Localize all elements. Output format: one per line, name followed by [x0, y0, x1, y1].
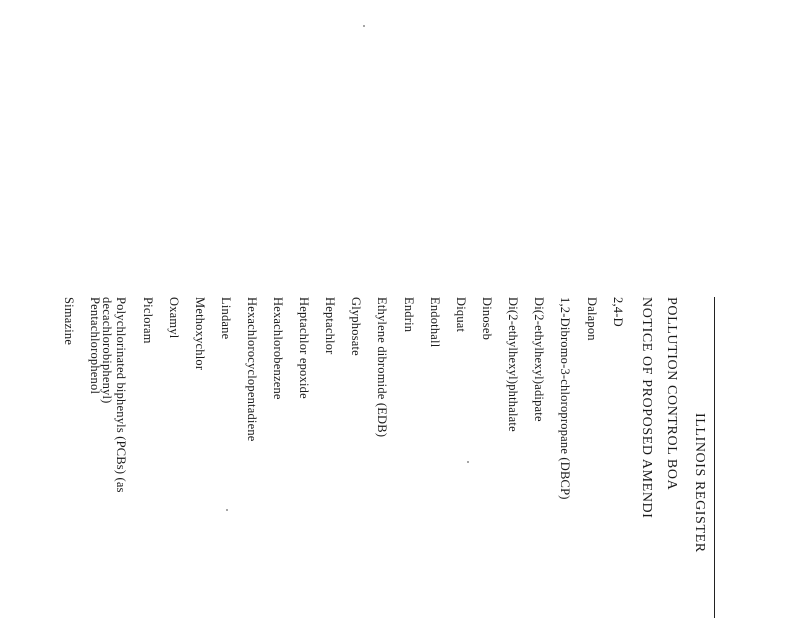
list-item: decachlorobiphenyl) [100, 297, 114, 404]
list-item: 1,2-Dibromo-3-chloropropane (DBCP) [558, 297, 572, 500]
list-item: Lindane [219, 297, 233, 340]
list-item: Dalapon [585, 297, 599, 341]
list-item: Di(2-ethylhexyl)phthalate [506, 297, 520, 432]
rotated-text-block [60, 297, 760, 618]
list-item: Heptachlor [323, 297, 337, 355]
list-item: Hexachlorocyclopentadiene [245, 297, 259, 442]
list-item: Endothall [428, 297, 442, 348]
list-item: Methoxychlor [193, 297, 207, 371]
list-item: 2,4-D [611, 297, 625, 327]
board-title: POLLUTION CONTROL BOA [664, 297, 679, 491]
list-item: Dinoseb [480, 297, 494, 341]
list-item: Ethylene dibromide (EDB) [375, 297, 389, 438]
list-item: Pentachlorophenol [88, 297, 102, 395]
header-rule [714, 297, 715, 618]
list-item: Heptachlor epoxide [297, 297, 311, 399]
notice-title: NOTICE OF PROPOSED AMENDI [639, 297, 654, 519]
list-item: Picloram [141, 297, 155, 344]
list-item: Oxamyl [167, 297, 181, 339]
register-title: ILLINOIS REGISTER [692, 413, 707, 553]
scan-speck [226, 509, 228, 511]
list-item: Simazine [62, 297, 76, 346]
list-item: Diquat [454, 297, 468, 333]
list-item: Glyphosate [349, 297, 363, 356]
list-item: Di(2-ethylhexyl)adipate [532, 297, 546, 422]
list-item: Polychlorinated biphenyls (PCBs) (as [114, 297, 128, 493]
scan-speck [467, 461, 469, 463]
list-item: Endrin [402, 297, 416, 333]
scan-speck [363, 25, 365, 27]
list-item: Hexachlorobenzene [271, 297, 285, 400]
